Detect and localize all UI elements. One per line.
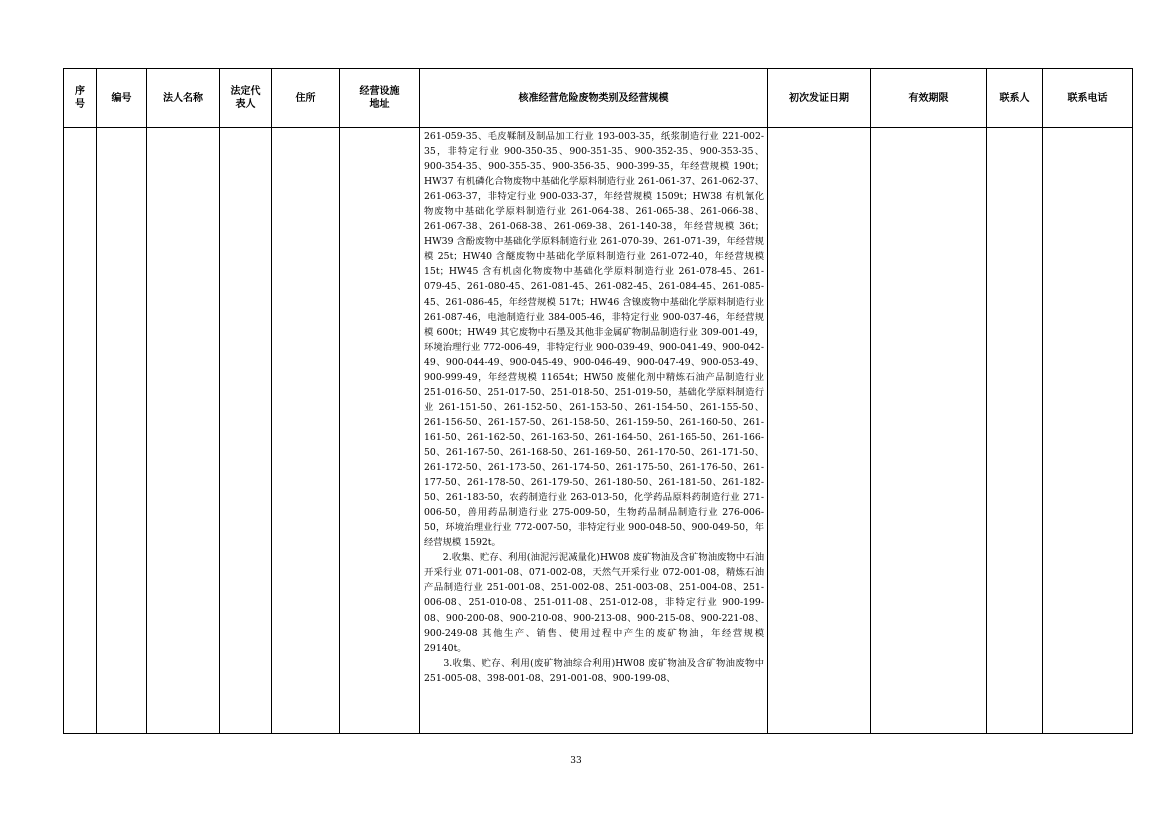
header-legal-name: 法人名称 (147, 69, 220, 128)
header-contact: 联系人 (987, 69, 1043, 128)
page-number: 33 (570, 756, 582, 766)
header-scope: 核准经营危险废物类别及经营规模 (420, 69, 768, 128)
cell-code (97, 128, 147, 734)
cell-scope (420, 128, 768, 734)
cell-first-issue-date (768, 128, 871, 734)
cell-facility-address (340, 128, 420, 734)
header-phone: 联系电话 (1043, 69, 1133, 128)
cell-phone (1043, 128, 1133, 734)
header-facility-address: 经营设施 地址 (340, 69, 420, 128)
header-legal-rep: 法定代 表人 (220, 69, 272, 128)
header-code: 编号 (97, 69, 147, 128)
header-row (64, 69, 1133, 128)
cell-address (272, 128, 340, 734)
cell-contact (987, 128, 1043, 734)
header-first-issue-date: 初次发证日期 (768, 69, 871, 128)
header-valid-period: 有效期限 (871, 69, 987, 128)
license-table (63, 68, 1133, 734)
cell-valid-period (871, 128, 987, 734)
cell-seq (64, 128, 97, 734)
header-seq: 序 号 (64, 69, 97, 128)
scope-text: 261-059-35、毛皮鞣制及制品加工行业 193-003-35，纸浆制造行业 221-002-35，非特定行业 900-350-35、900-351-35、900-352-35、900-353-35、900-354-35、900-355-35、900-356-35、900-399-35，年经营规模 190t；HW37 有机磷化合物废物中基础化学原料制造行业 261-061-37、261-062-37、261-063-37，非特定行业 900-033-37，年经营规模 1509t；HW38 有机氰化物废物中基础化学原料制造行业 261-064-38、261-065-38、261-066-38、261-067-38、261-068-38、261-069-38、261-140-38，年经营规模 36t；HW39 含酚废物中基础化学原料制造行业 261-070-39、261-071-39，年经营规模 25t；HW40 含醚废物中基础化学原料制造行业 261-072-40，年经营规模 15t；HW45 含有机卤化物废物中基础化学原料制造行业 261-078-45、261-079-45、261-080-45、261-081-45、261-082-45、261-084-45、261-085-45、261-086-45，年经营规模 517t；HW46 含镍废物中基础化学原料制造行业 261-087-46，电池制造行业 384-005-46，非特定行业 900-037-46，年经营规模 600t；HW49 其它废物中石墨及其他非金属矿物制品制造行业 309-001-49，环境治理行业 772-006-49，非特定行业 900-039-49、900-041-49、900-042-49、900-044-49、900-045-49、900-046-49、900-047-49、900-053-49、900-999-49，年经营规模 11654t；HW50 废催化剂中精炼石油产品制造行业 251-016-50、251-017-50、251-018-50、251-019-50，基础化学原料制造行业 261-151-50、261-152-50、261-153-50、261-154-50、261-155-50、261-156-50、261-157-50、261-158-50、261-159-50、261-160-50、261-161-50、261-162-50、261-163-50、261-164-50、261-165-50、261-166-50、261-167-50、261-168-50、261-169-50、261-170-50、261-171-50、261-172-50、261-173-50、261-174-50、261-175-50、261-176-50、261-177-50、261-178-50、261-179-50、261-180-50、261-181-50、261-182-50、261-183-50，农药制造行业 263-013-50，化学药品原料药制造行业 271-006-50，兽用药品制造行业 275-009-50，生物药品制品制造行业 276-006-50，环境治理业行业 772-007-50，非特定行业 900-048-50、900-049-50，年经营规模 1592t。 2.收集、贮存、利用(油泥污泥减量化)HW08 废矿物油及含矿物油废物中石油开采行业 071-001-08、071-002-08，天然气开采行业 072-001-08，精炼石油产品制造行业 251-001-08、251-002-08、251-003-08、251-004-08、251-006-08、251-010-08、251-011-08、251-012-08，非特定行业 900-199-08、900-200-08、900-210-08、900-213-08、900-215-08、900-221-08、900-249-08 其他生产、销售、使用过程中产生的废矿物油，年经营规模 29140t。 3.收集、贮存、利用(废矿物油综合利用)HW08 废矿物油及含矿物油废物中 251-005-08、398-001-08、291-001-08、900-199-08、 (424, 131, 764, 684)
header-address: 住所 (272, 69, 340, 128)
table-row (64, 128, 1133, 734)
cell-legal-name (147, 128, 220, 734)
cell-legal-rep (220, 128, 272, 734)
